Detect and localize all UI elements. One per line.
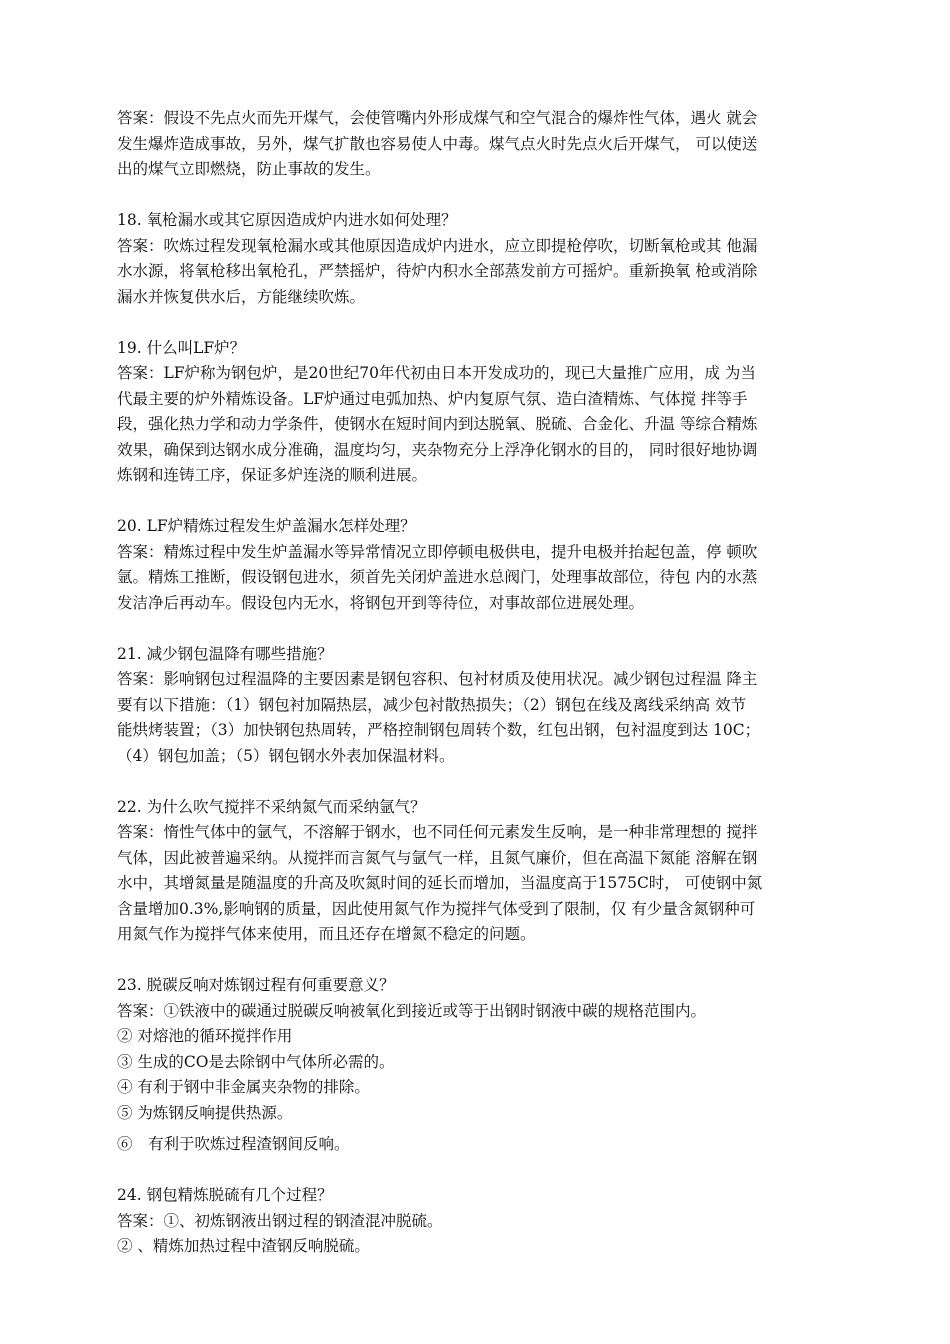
qa-block-19 [117,336,865,489]
text-line: 漏水并恢复供水后，方能继续吹炼。 [117,287,366,306]
text-line: 氩。精炼工推断，假设钢包进水，须首先关闭炉盖进水总阀门，处理事故部位，待包 内的水蒸 [117,568,758,586]
text-line: 效果，确保到达钢水成分准确，温度均匀，夹杂物充分上浮净化钢水的目的， 同时很好地协调 [117,440,758,459]
text-line: 答案：影响钢包过程温降的主要因素是钢包容积、包衬材质及使用状况。减少钢包过程温 降主 [117,670,758,688]
text-line: 气体，因此被普遍采纳。从搅拌而言氮气与氩气一样，且氮气廉价，但在高温下氮能 溶解在钢 [117,848,758,867]
text-line: 段，强化热力学和动力学条件，使钢水在短时间内到达脱氧、脱硫、合金化、升温 等综合精炼 [117,415,758,433]
text-line: 水中，其增氮量是随温度的升高及吹氮时间的延长而增加，当温度高于1575C时， 可使钢中氮 [117,874,763,892]
text-line: 能烘烤装置；（3）加快钢包热周转，严格控制钢包周转个数，红包出钢，包衬温度到达 10C； [117,721,761,739]
text-line: 代最主要的炉外精炼设备。LF炉通过电弧加热、炉内复原气氛、造白渣精炼、气体搅 拌等手 [117,389,748,408]
text-line: 发洁净后再动车。假设包内无水，将钢包开到等待位，对事故部位进展处理。 [117,593,645,612]
text-line: 答案：精炼过程中发生炉盖漏水等异常情况立即停顿电极供电，提升电极并抬起包盖，停 顿吹 [117,542,758,561]
list-item: ④ 有利于钢中非金属夹杂物的排除。 [117,1078,370,1096]
list-item: ⑥ 有利于吹炼过程渣钢间反响。 [117,1135,350,1153]
text-line: 答案：LF炉称为钢包炉，是20世纪70年代初由日本开发成功的，现已大量推广应用，成 为当 [117,364,756,382]
qa-block-21 [117,642,865,770]
list-item: ⑤ 为炼钢反响提供热源。 [117,1103,293,1122]
question-heading: 23. 脱碳反响对炼钢过程有何重要意义？ [117,976,395,994]
text-line: 发生爆炸造成事故，另外，煤气扩散也容易使人中毒。煤气点火时先点火后开煤气， 可以使送 [117,134,758,153]
text-line: 水水源，将氧枪移出氧枪孔，严禁摇炉，待炉内积水全部蒸发前方可摇炉。重新换氧 枪或消除 [117,262,758,280]
text-line: 答案：惰性气体中的氩气，不溶解于钢水，也不同任何元素发生反响，是一种非常理想的 搅拌 [117,823,758,841]
text-line: 答案：①铁液中的碳通过脱碳反响被氧化到接近或等于出钢时钢液中碳的规格范围内。 [117,1001,707,1020]
text-line: 炼钢和连铸工序，保证多炉连浇的顺利进展。 [117,466,428,484]
text-line: 答案：假设不先点火而先开煤气，会使管嘴内外形成煤气和空气混合的爆炸性气体，遇火 就会 [117,109,758,127]
question-heading: 19. 什么叫LF炉？ [117,338,246,357]
document-page [117,106,865,1285]
question-heading: 18. 氧枪漏水或其它原因造成炉内进水如何处理？ [117,211,457,229]
question-heading: 22. 为什么吹气搅拌不采纳氮气而采纳氩气？ [117,797,426,816]
qa-block-22 [117,795,865,948]
text-line: 用氮气作为搅拌气体来使用，而且还存在增氮不稳定的问题。 [117,925,536,943]
text-line: 答案：吹炼过程发现氧枪漏水或其他原因造成炉内进水，应立即提枪停吹，切断氧枪或其 他漏 [117,236,758,255]
qa-block-18 [117,208,865,310]
qa-block-23 [117,973,865,1158]
qa-block-24 [117,1183,865,1260]
text-line: 出的煤气立即燃烧，防止事故的发生。 [117,160,381,178]
question-heading: 21. 减少钢包温降有哪些措施？ [117,644,333,663]
text-line: 要有以下措施：（1）钢包衬加隔热层，减少包衬散热损失；（2）钢包在线及离线采纳高 效节 [117,695,747,714]
answer-block-17 [117,106,865,183]
question-heading: 20. LF炉精炼过程发生炉盖漏水怎样处理？ [117,517,416,535]
list-item: ② 对熔池的循环搅拌作用 [117,1027,293,1045]
qa-block-20 [117,514,865,616]
list-item: ② 、精炼加热过程中渣钢反响脱硫。 [117,1237,370,1255]
list-item: ③ 生成的CO是去除钢中气体所必需的。 [117,1052,395,1071]
question-heading: 24. 钢包精炼脱硫有几个过程？ [117,1186,333,1204]
text-line: （4）钢包加盖；（5）钢包钢水外表加保温材料。 [117,746,455,765]
text-line: 答案：①、初炼钢液出钢过程的钢渣混冲脱硫。 [117,1211,443,1230]
text-line: 含量增加0.3%,影响钢的质量，因此使用氮气作为搅拌气体受到了限制，仅 有少量含氮钢种可 [117,899,756,918]
